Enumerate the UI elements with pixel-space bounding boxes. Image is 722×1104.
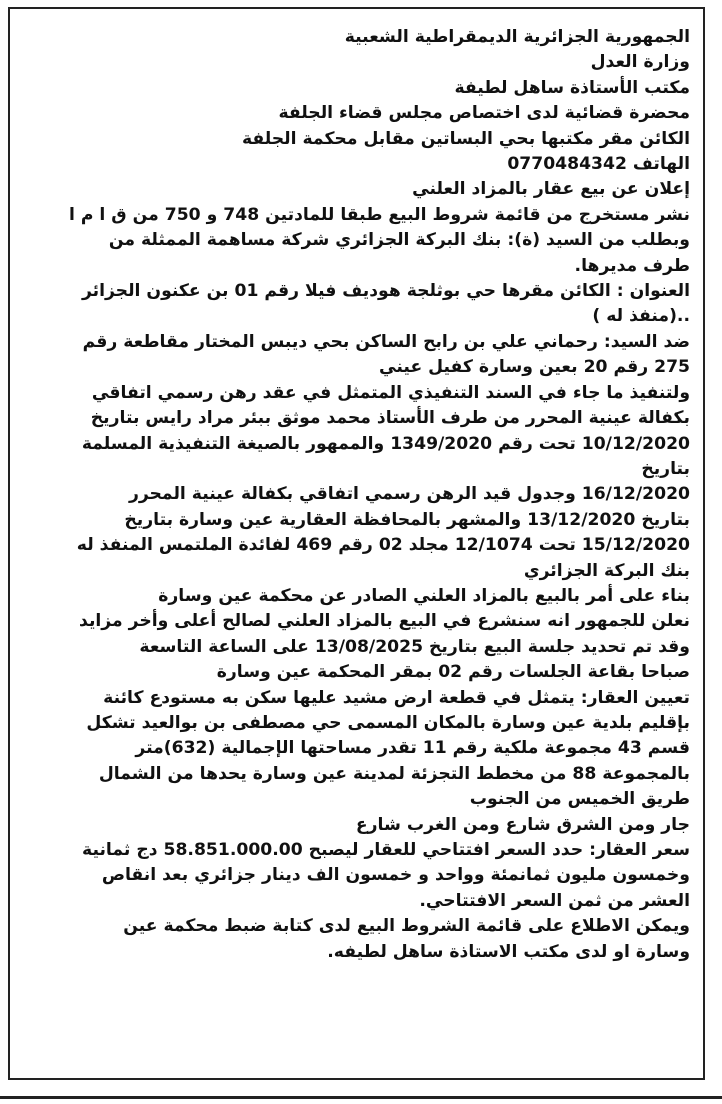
- notice-line: نشر مستخرج من قائمة شروط البيع طبقا للمادتين 748 و 750 من ق ا م ا: [68, 204, 690, 225]
- notice-line-property: تعيين العقار: يتمثل في قطعة ارض مشيد عليها سكن به مستودع كائنة: [103, 687, 690, 708]
- notice-line: بكفالة عينية المحرر من طرف الأستاذ محمد موثق ببئر مراد رايس بتاريخ: [90, 408, 690, 429]
- notice-line: بتاريخ: [641, 458, 690, 479]
- notice-line-address: الكائن مقر مكتبها بحي البساتين مقابل محكمة الجلفة: [241, 128, 690, 149]
- notice-line-republic: الجمهورية الجزائرية الديمقراطية الشعبية: [344, 27, 690, 47]
- notice-line: ويمكن الاطلاع على قائمة الشروط البيع لدى كتابة ضبط محكمة عين: [123, 916, 690, 937]
- notice-line: وبطلب من السيد (ة): بنك البركة الجزائري شركة مساهمة الممثلة من: [108, 230, 690, 251]
- notice-line: ولتنفيذ ما جاء في السند التنفيذي المتمثل في عقد رهن رسمي اتفاقي: [91, 382, 690, 403]
- notice-line: وخمسون مليون ثمانمئة وواحد و خمسون الف دينار جزائري بعد انقاص: [101, 865, 690, 886]
- notice-line: العنوان : الكائن مقرها حي بوثلجة هوديف فيلا رقم 01 بن عكنون الجزائر: [81, 281, 690, 302]
- notice-line: جار ومن الشرق شارع ومن الغرب شارع: [355, 814, 690, 835]
- notice-line: 16/12/2020 وجدول قيد الرهن رسمي اتفاقي بكفالة عينية المحرر: [128, 484, 690, 505]
- notice-line: طريق الخميس من الجنوب: [469, 789, 690, 810]
- legal-notice-box: [8, 7, 705, 1080]
- notice-line-office: مكتب الأستاذة ساهل لطيفة: [454, 77, 690, 98]
- notice-line-bailiff: محضرة قضائية لدى اختصاص مجلس قضاء الجلفة: [278, 103, 690, 124]
- notice-line: وسارة او لدى مكتب الاستاذة ساهل لطيفه.: [327, 941, 690, 962]
- notice-line-sale-date: وقد تم تحديد جلسة البيع بتاريخ 13/08/2025 على الساعة التاسعة: [139, 636, 690, 657]
- notice-line: بناء على أمر بالبيع بالمزاد العلني الصادر عن محكمة عين وسارة: [158, 585, 690, 606]
- notice-line: ..(منفذ له ): [592, 306, 690, 327]
- notice-line: بتاريخ 13/12/2020 والمشهر بالمحافظة العقارية عين وسارة بتاريخ: [124, 509, 690, 530]
- notice-line: ضد السيد: رحماني علي بن رابح الساكن بحي ديبس المختار مقاطعة رقم: [82, 331, 690, 352]
- notice-line: العشر من ثمن السعر الافتتاحي.: [419, 890, 690, 911]
- notice-line: نعلن للجمهور انه سنشرع في البيع بالمزاد العلني لصالح أعلى وأخر مزايد: [79, 611, 690, 632]
- notice-line: 275 رقم 20 بعين وسارة كفيل عيني: [379, 357, 690, 378]
- notice-line-phone: الهاتف 0770484342: [507, 154, 690, 175]
- notice-line: بنك البركة الجزائري: [523, 560, 690, 581]
- notice-line: 10/12/2020 تحت رقم 1349/2020 والممهور بالصيغة التنفيذية المسلمة: [81, 433, 690, 454]
- notice-line: طرف مديرها.: [574, 255, 690, 276]
- notice-line: 15/12/2020 تحت 12/1074 مجلد 02 رقم 469 لفائدة الملتمس المنفذ له: [76, 535, 690, 556]
- notice-line-ministry: وزارة العدل: [590, 52, 690, 73]
- notice-line-price: سعر العقار: حدد السعر افتتاحي للعقار ليصبح 58.851.000.00 دج ثمانية: [82, 840, 690, 860]
- notice-line-title: إعلان عن بيع عقار بالمزاد العلني: [412, 179, 690, 200]
- notice-line: بالمجموعة 88 من مخطط التجزئة لمدينة عين وسارة يحدها من الشمال: [98, 763, 690, 784]
- notice-line: قسم 43 مجموعة ملكية رقم 11 تقدر مساحتها الإجمالية (632)متر: [135, 738, 690, 759]
- notice-line: بإقليم بلدية عين وسارة بالمكان المسمى حي مصطفى بن بوالعيد تشكل: [86, 712, 690, 733]
- notice-line: صباحا بقاعة الجلسات رقم 02 بمقر المحكمة عين وسارة: [216, 662, 690, 683]
- bottom-divider: [0, 1096, 722, 1099]
